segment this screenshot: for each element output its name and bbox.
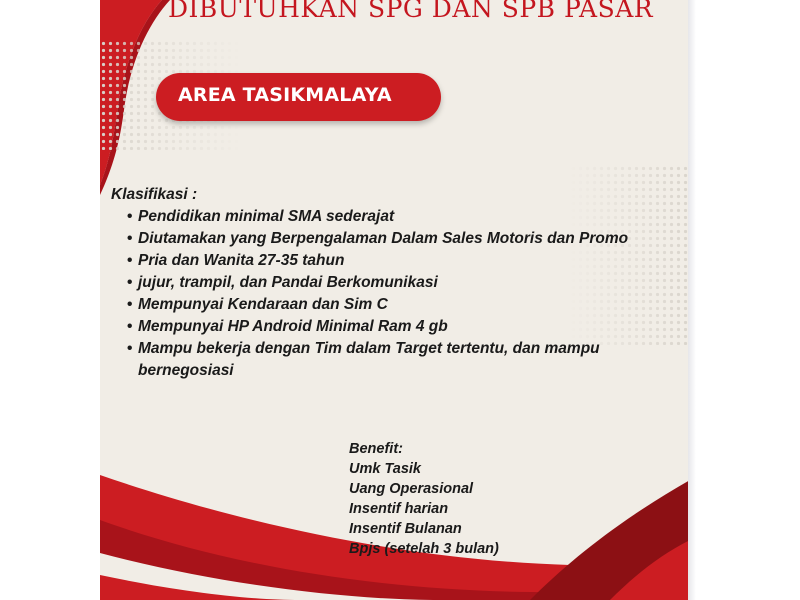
page-edge-shadow (688, 0, 696, 600)
benefit-item: Umk Tasik (349, 461, 421, 477)
list-item: • jujur, trampil, dan Pandai Berkomunikasi (111, 272, 638, 294)
bullet-icon: • (127, 340, 133, 357)
poster-title: DIBUTUHKAN SPG DAN SPB PASAR (168, 0, 654, 23)
list-item: • Mampu bekerja dengan Tim dalam Target tertentu, dan mampu bernegosiasi (127, 340, 600, 379)
bullet-icon: • (127, 318, 133, 335)
benefit-item: Uang Operasional (349, 481, 474, 497)
list-item: • Mempunyai Kendaraan dan Sim C (111, 294, 638, 316)
requirements-list (111, 206, 681, 382)
list-item: • Pria dan Wanita 27-35 tahun (111, 250, 638, 272)
list-item: • Mempunyai HP Android Minimal Ram 4 gb (111, 316, 638, 338)
list-item: • Diutamakan yang Berpengalaman Dalam Sales Motoris dan Promo (111, 228, 638, 250)
job-poster (100, 0, 690, 600)
bullet-icon: • (127, 296, 133, 313)
benefit-item: Bpjs (setelah 3 bulan) (349, 541, 499, 557)
requirements-section (111, 184, 681, 382)
area-badge (156, 73, 441, 121)
bullet-icon: • (127, 208, 133, 225)
requirements-heading: Klasifikasi : (111, 186, 198, 203)
benefit-section (349, 439, 589, 559)
bullet-icon: • (127, 274, 133, 291)
benefit-heading: Benefit: (349, 441, 403, 457)
benefit-item: Insentif harian (349, 501, 449, 517)
area-label: AREA TASIKMALAYA (178, 84, 392, 106)
benefit-item: Insentif Bulanan (349, 521, 462, 537)
bullet-icon: • (127, 252, 133, 269)
list-item: • Pendidikan minimal SMA sederajat (111, 206, 638, 228)
bullet-icon: • (127, 230, 133, 247)
